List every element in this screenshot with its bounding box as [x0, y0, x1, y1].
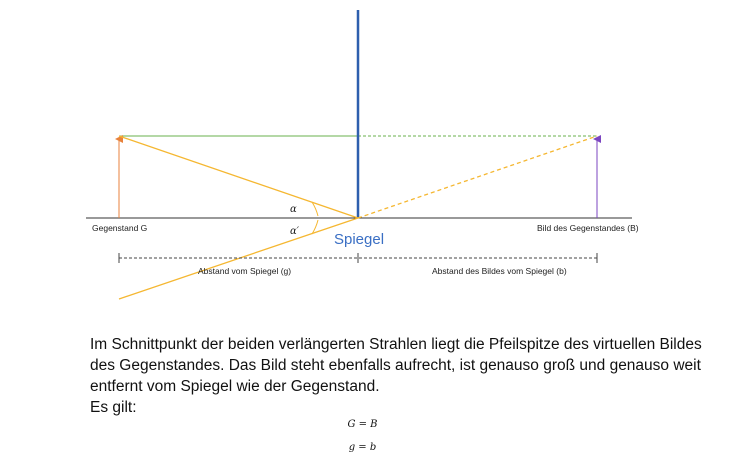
- mirror-label: Spiegel: [334, 231, 385, 248]
- image-label: Bild des Gegenstandes (B): [537, 223, 639, 233]
- formula-distance-equality: g = b: [348, 442, 377, 453]
- distance-image-label: Abstand des Bildes vom Spiegel (b): [432, 266, 567, 276]
- object-label: Gegenstand G: [92, 223, 148, 233]
- es-gilt-label: Es gilt:: [90, 399, 137, 416]
- formula-size-equality: G = B: [347, 419, 378, 430]
- explanation-text: [90, 334, 730, 418]
- virtual-ray-extension: [358, 136, 597, 218]
- angle-alpha-label: α: [290, 204, 297, 215]
- distance-object-label: Abstand vom Spiegel (g): [198, 266, 292, 276]
- explanation-paragraph: Im Schnittpunkt der beiden verlängerten Strahlen liegt die Pfeilspitze des virtuellen Bildes des Gegenstandes. Das Bild steht ebenfalls aufrecht, ist genauso groß und genauso weit entfernt vom Spiegel wie der Gegenstand.: [90, 336, 702, 395]
- angle-alpha-prime-label: α′: [290, 226, 300, 237]
- incident-ray: [119, 136, 358, 218]
